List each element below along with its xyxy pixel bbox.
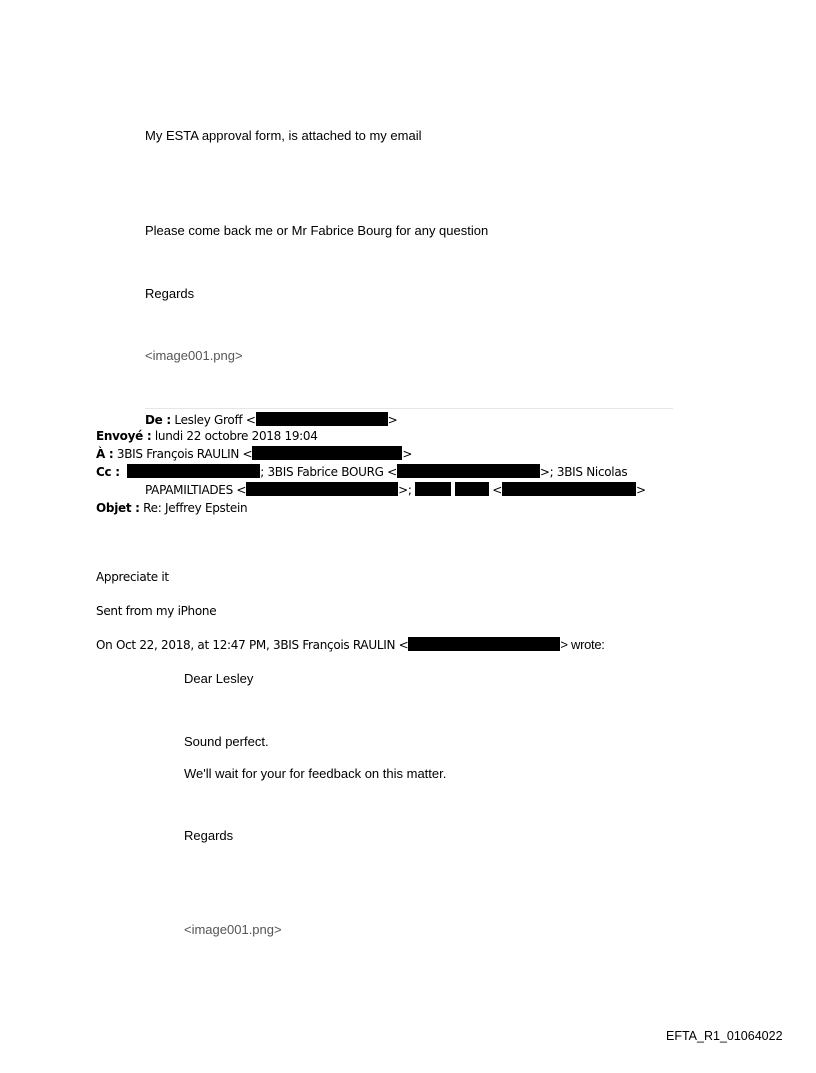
from-value: Lesley Groff < (174, 413, 256, 427)
redaction-box (397, 464, 540, 478)
from-label: De : (145, 413, 171, 427)
sent-label: Envoyé : (96, 429, 152, 443)
reply-sent-from: Sent from my iPhone (96, 604, 217, 618)
quoted-line-perfect: Sound perfect. (184, 734, 269, 749)
quoted-line-feedback: We'll wait for your for feedback on this matter. (184, 766, 447, 781)
quoted-regards: Regards (184, 828, 234, 843)
to-label: À : (96, 447, 114, 461)
cc-label: Cc : (96, 465, 120, 479)
header-cc-continued (145, 482, 646, 497)
reply-appreciate: Appreciate it (96, 570, 169, 584)
subject-label: Objet : (96, 501, 140, 515)
redaction-box (455, 482, 489, 496)
body-regards: Regards (145, 286, 195, 301)
image-placeholder: <image001.png> (145, 348, 243, 363)
cc-line2-sep2: < (492, 483, 502, 497)
cc-part2: >; 3BIS Nicolas (539, 465, 628, 479)
header-sent (96, 429, 318, 443)
from-close: > (387, 413, 398, 427)
cc-line2-close: > (635, 483, 646, 497)
redaction-box (246, 482, 398, 496)
reply-attribution (96, 637, 605, 652)
cc-part1: ; 3BIS Fabrice BOURG < (260, 465, 397, 479)
header-to (96, 446, 412, 461)
body-line-contact: Please come back me or Mr Fabrice Bourg for any question (145, 223, 489, 238)
redaction-box (127, 464, 260, 478)
redaction-box (256, 412, 388, 426)
quoted-greeting: Dear Lesley (184, 671, 254, 686)
to-close: > (402, 447, 413, 461)
document-id: EFTA_R1_01064022 (666, 1029, 783, 1043)
quoted-image-placeholder: <image001.png> (184, 922, 282, 937)
to-value: 3BIS François RAULIN < (116, 447, 253, 461)
redaction-box (252, 446, 402, 460)
body-line-esta: My ESTA approval form, is attached to my email (145, 128, 422, 143)
redaction-box (408, 637, 560, 651)
header-subject (96, 501, 247, 515)
attribution-prefix: On Oct 22, 2018, at 12:47 PM, 3BIS François RAULIN < (96, 638, 409, 652)
subject-value: Re: Jeffrey Epstein (143, 501, 248, 515)
cc-line2-name: PAPAMILTIADES < (145, 483, 247, 497)
redaction-box (502, 482, 636, 496)
redaction-box (415, 482, 451, 496)
header-cc (96, 464, 627, 479)
cc-line2-sep1: >; (398, 483, 412, 497)
sent-value: lundi 22 octobre 2018 19:04 (154, 429, 318, 443)
header-from (145, 412, 397, 427)
header-divider (145, 408, 673, 409)
attribution-wrote: > wrote: (560, 637, 605, 652)
